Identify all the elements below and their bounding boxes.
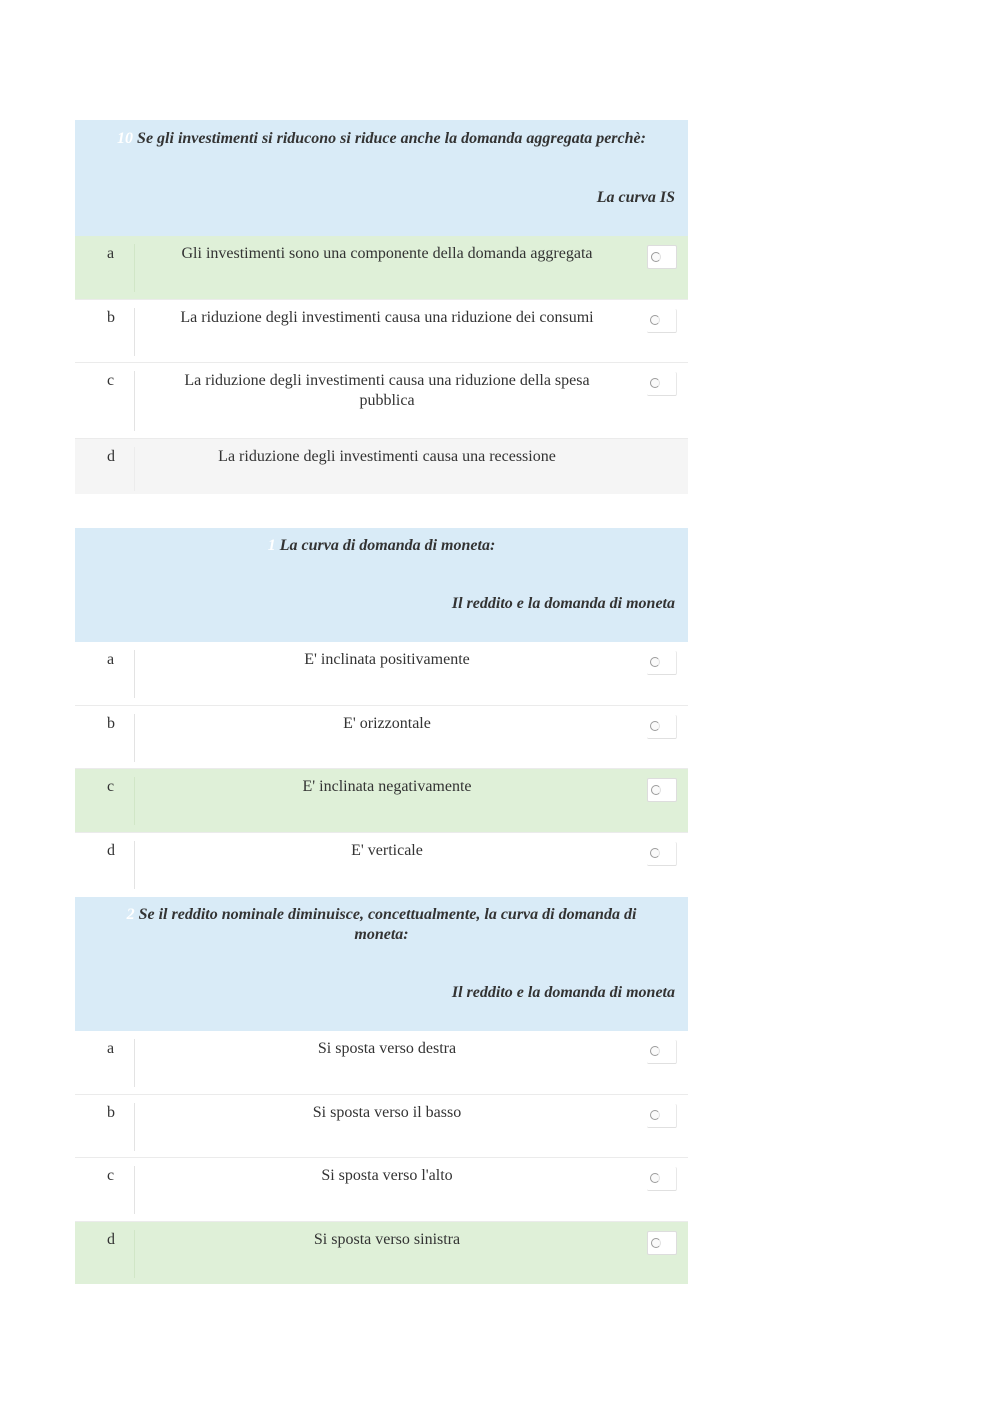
answer-text: E' inclinata negativamente (302, 778, 472, 795)
answer-text: Si sposta verso l'alto (321, 1167, 453, 1184)
answer-text: La riduzione degli investimenti causa una recessione (218, 448, 556, 465)
answer-letter: d (75, 447, 135, 491)
radio-icon (650, 1110, 660, 1120)
answer-option-a[interactable] (75, 236, 688, 299)
answer-text: La riduzione degli investimenti causa una riduzione dei consumi (180, 309, 594, 326)
question-title (75, 129, 688, 149)
answer-radio[interactable] (647, 1231, 677, 1255)
question-block (75, 897, 688, 1284)
answer-option-c[interactable] (75, 362, 688, 438)
radio-icon (650, 1046, 660, 1056)
question-topic: Il reddito e la domanda di moneta (451, 595, 675, 612)
answer-letter: a (75, 1039, 135, 1087)
answer-letter: b (75, 1103, 135, 1151)
radio-icon (650, 378, 660, 388)
answer-letter: a (75, 244, 135, 292)
question-text: La curva di domanda di moneta: (279, 537, 496, 554)
answer-radio[interactable] (647, 1167, 677, 1191)
question-title (75, 905, 688, 945)
question-title (75, 536, 688, 556)
answer-option-a[interactable] (75, 642, 688, 705)
question-number: 1 (267, 537, 276, 554)
answer-letter: b (75, 308, 135, 356)
answer-option-c[interactable] (75, 768, 688, 832)
radio-icon (651, 1238, 661, 1248)
question-topic: La curva IS (596, 189, 675, 206)
answer-letter: b (75, 714, 135, 762)
answer-radio[interactable] (647, 1104, 677, 1128)
answer-option-d[interactable] (75, 1221, 688, 1284)
answer-text: E' orizzontale (343, 715, 431, 732)
answer-option-b[interactable] (75, 705, 688, 768)
answer-radio[interactable] (647, 715, 677, 739)
question-header (75, 897, 688, 1031)
answer-radio[interactable] (647, 778, 677, 802)
question-text: Se il reddito nominale diminuisce, concettualmente, la curva di domanda di moneta: (138, 906, 637, 943)
answer-text: La riduzione degli investimenti causa una riduzione della spesa pubblica (184, 372, 590, 409)
answer-letter: c (75, 371, 135, 431)
answer-option-d[interactable] (75, 832, 688, 895)
answer-option-b[interactable] (75, 299, 688, 362)
answer-option-d[interactable] (75, 438, 688, 494)
answer-radio[interactable] (647, 309, 677, 333)
question-header (75, 528, 688, 642)
answer-text: Si sposta verso destra (317, 1040, 457, 1057)
answer-radio[interactable] (647, 842, 677, 866)
radio-icon (650, 1173, 660, 1183)
answer-text: Si sposta verso sinistra (313, 1231, 461, 1248)
answer-letter: c (75, 1166, 135, 1214)
question-text: Se gli investimenti si riducono si riduce anche la domanda aggregata perchè: (137, 130, 646, 147)
answer-radio[interactable] (647, 1040, 677, 1064)
question-block (75, 528, 688, 895)
radio-icon (650, 315, 660, 325)
answer-letter: d (75, 841, 135, 889)
answer-text: Si sposta verso il basso (312, 1104, 462, 1121)
answer-text: Gli investimenti sono una componente della domanda aggregata (181, 245, 593, 262)
radio-icon (650, 848, 660, 858)
answer-option-b[interactable] (75, 1094, 688, 1157)
answer-text: E' inclinata positivamente (304, 651, 470, 668)
radio-icon (650, 721, 660, 731)
question-number: 10 (117, 130, 134, 147)
answer-radio[interactable] (647, 651, 677, 675)
radio-icon (650, 657, 660, 667)
answer-option-a[interactable] (75, 1031, 688, 1094)
radio-icon (651, 252, 661, 262)
question-number: 2 (126, 906, 135, 923)
answer-radio[interactable] (647, 372, 677, 396)
answer-option-c[interactable] (75, 1157, 688, 1221)
answer-letter: d (75, 1230, 135, 1278)
radio-icon (651, 785, 661, 795)
answer-radio[interactable] (647, 245, 677, 269)
question-topic: Il reddito e la domanda di moneta (451, 984, 675, 1001)
answer-letter: a (75, 650, 135, 698)
question-block (75, 120, 688, 494)
answer-letter: c (75, 777, 135, 825)
answer-text: E' verticale (351, 842, 423, 859)
question-header (75, 120, 688, 236)
